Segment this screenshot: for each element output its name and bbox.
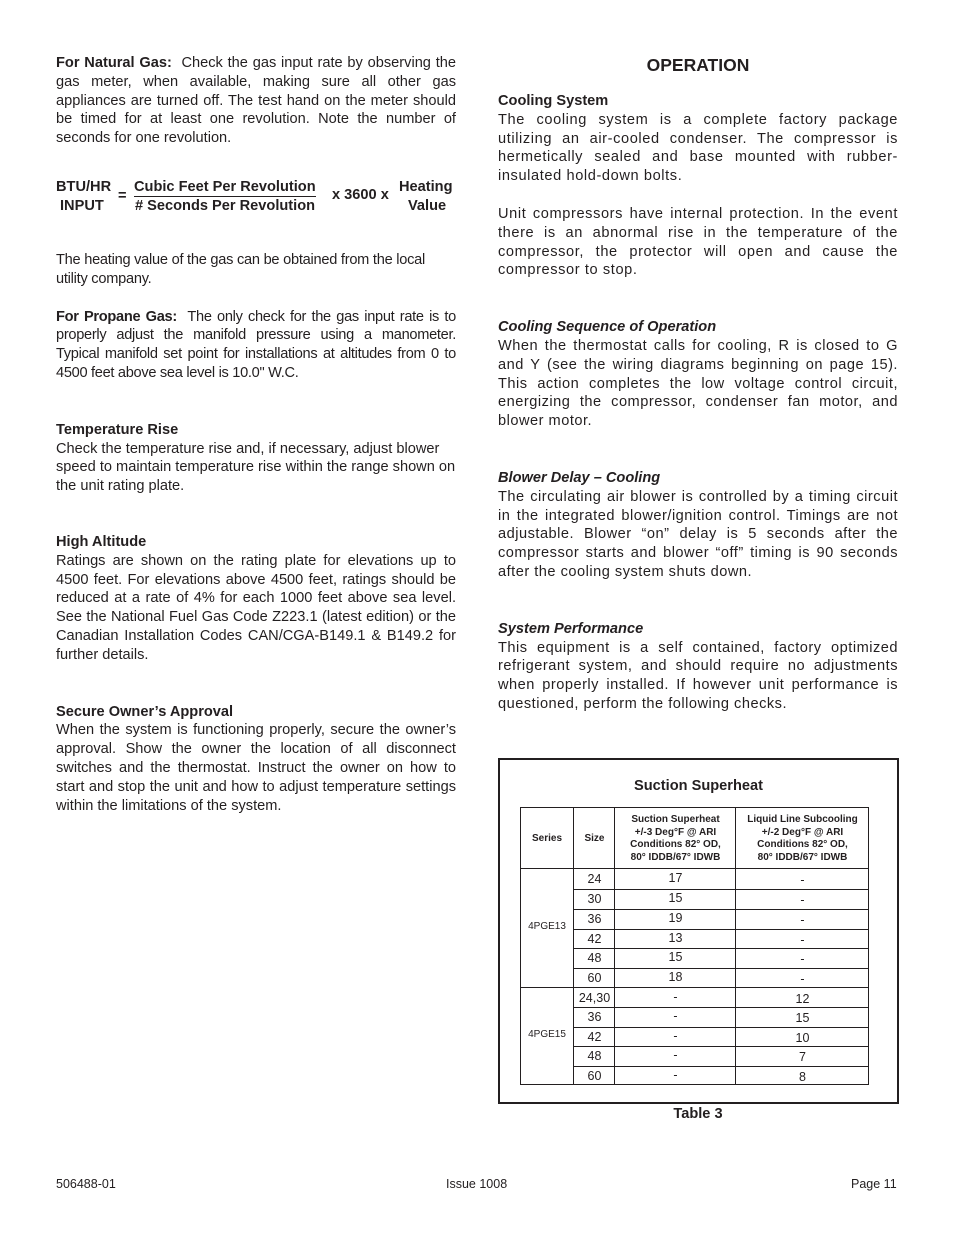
size-cell: 36 [587, 911, 602, 926]
size-cell: 24,30 [578, 991, 611, 1005]
subcooling-cell: - [800, 873, 805, 887]
formula-denominator: # Seconds Per Revolution [135, 198, 316, 214]
header-subcooling-line: +/-2 Deg°F @ ARI [761, 826, 844, 838]
header-superheat-line: 80° IDDB/67° IDWB [630, 851, 721, 863]
subcooling-cell: - [800, 912, 805, 927]
size-cell: 48 [587, 951, 602, 966]
superheat-cell: 19 [668, 910, 683, 925]
left-column-lower [56, 251, 456, 815]
high-altitude-heading: High Altitude [56, 533, 147, 550]
superheat-cell: - [673, 1048, 678, 1063]
btu-formula [56, 178, 456, 218]
compressor-text: Unit compressors have internal protection. In the event there is an abnormal rise in the temperature of the compressor, the protector will open and cause the compressor to stop. [498, 205, 898, 279]
header-superheat-line: Conditions 82° OD, [630, 839, 721, 850]
header-subcooling-line: 80° IDDB/67° IDWB [757, 851, 848, 863]
cooling-sequence-heading: Cooling Sequence of Operation [498, 319, 717, 336]
superheat-cell: 18 [668, 970, 683, 985]
superheat-cell: - [673, 1028, 678, 1043]
formula-heating: Heating [399, 179, 453, 195]
natural-gas-lead: For Natural Gas: [56, 55, 172, 71]
header-size: Size [584, 833, 605, 844]
suction-superheat-table [498, 758, 899, 1104]
natural-gas-text: Check the gas input rate by observing the gas meter, when available, making sure all other gas appliances are turned off. The test hand on the meter should be timed for at least one revolution. Note the number of seconds for one revolution. [56, 55, 457, 147]
system-performance-heading: System Performance [498, 620, 644, 637]
owner-approval-text: When the system is functioning properly, secure the owner’s approval. Show the owner the location of all disconnect switches and the thermostat. Instruct the owner on how to start and stop the unit and how to adjust temperature settings within the limitations of the system. [56, 722, 456, 814]
system-performance-text: This equipment is a self contained, factory optimized refrigerant system, and should require no adjustments when properly installed. If however unit performance is questioned, perform the following checks. [498, 639, 898, 712]
cooling-system-heading: Cooling System [498, 93, 609, 109]
operation-title: OPERATION [646, 55, 750, 75]
blower-delay-text: The circulating air blower is controlled by a timing circuit in the integrated blower/ignition control. Timings are not adjustable. Blower “on” delay is 5 seconds after the compressor starts and blower “off” timing is 90 seconds after the cooling system shuts down. [498, 488, 898, 580]
table-grid [520, 807, 869, 1085]
subcooling-cell: 8 [799, 1069, 806, 1084]
subcooling-cell: - [800, 952, 805, 967]
table-caption: Table 3 [673, 1106, 723, 1122]
temp-rise-text: Check the temperature rise and, if necessary, adjust blower speed to maintain temperature rise within the range shown on the unit rating plate. [56, 440, 456, 495]
superheat-cell: 15 [668, 950, 683, 965]
high-altitude-text: Ratings are shown on the rating plate for elevations up to 4500 feet. For elevations above 4500 feet, ratings should be reduced at a rate of 4% for each 1000 feet above sea level. See the National Fuel Gas Code Z223.1 (latest edition) or the Canadian Installation Codes CAN/CGA-B149.1 & B149.2 for further details. [56, 552, 456, 663]
subcooling-cell: 10 [795, 1030, 810, 1045]
propane-paragraph [56, 308, 456, 383]
footer-page: Page 11 [851, 1177, 897, 1191]
series-label: 4PGE13 [528, 920, 566, 932]
blower-delay-heading: Blower Delay – Cooling [498, 469, 661, 486]
formula-btu-hr: BTU/HR [56, 179, 112, 195]
size-cell: 60 [587, 1068, 602, 1083]
superheat-cell: 15 [668, 890, 683, 905]
heating-value-paragraph: The heating value of the gas can be obtained from the local utility company. [56, 252, 425, 287]
formula-value: Value [408, 198, 447, 214]
subcooling-cell: 12 [795, 992, 810, 1006]
subcooling-cell: - [800, 932, 805, 947]
natural-gas-paragraph [56, 54, 456, 148]
series-label: 4PGE15 [528, 1028, 566, 1040]
subcooling-cell: 7 [799, 1050, 806, 1065]
size-cell: 60 [587, 971, 602, 986]
header-superheat-line: +/-3 Deg°F @ ARI [634, 826, 717, 838]
header-liquid-subcooling [736, 814, 869, 864]
formula-input: INPUT [60, 198, 104, 214]
left-column [56, 54, 456, 148]
subcooling-cell: - [800, 972, 805, 987]
table-title: Suction Superheat [634, 778, 763, 794]
header-series: Series [531, 833, 563, 844]
subcooling-cell: 15 [795, 1011, 810, 1026]
propane-lead: For Propane Gas: [56, 308, 177, 325]
subcooling-cell: - [800, 892, 805, 907]
size-cell: 24 [587, 872, 602, 886]
size-cell: 48 [587, 1049, 602, 1064]
size-cell: 30 [587, 891, 602, 906]
propane-text: The only check for the gas input rate is to properly adjust the manifold pressure using a manometer. Typical manifold set point for installations at altitudes from 0 to 4500 feet above sea level is 10.0" W.C. [56, 308, 456, 381]
right-column [498, 92, 898, 714]
header-superheat-line: Suction Superheat [631, 814, 720, 825]
temp-rise-heading: Temperature Rise [56, 421, 179, 438]
cooling-system-text: The cooling system is a complete factory package utilizing an air-cooled condenser. The compressor is hermetically sealed and base mounted with rubber-insulated hold-down bolts. [498, 111, 898, 185]
header-subcooling-line: Conditions 82° OD, [757, 839, 848, 850]
cooling-sequence-text: When the thermostat calls for cooling, R is closed to G and Y (see the wiring diagrams beginning on page 15). This action completes the low voltage control circuit, energizing the compressor, condenser fan motor, and blower motor. [498, 337, 898, 430]
superheat-cell: 13 [668, 930, 683, 945]
superheat-cell: - [673, 1009, 678, 1024]
footer-issue: Issue 1008 [446, 1177, 508, 1191]
header-subcooling-line: Liquid Line Subcooling [747, 814, 858, 825]
formula-numerator: Cubic Feet Per Revolution [134, 179, 316, 195]
size-cell: 42 [587, 1029, 602, 1044]
header-suction-superheat [615, 814, 736, 864]
formula-equals: = [118, 188, 127, 204]
superheat-cell: - [673, 1067, 678, 1082]
superheat-cell: - [673, 990, 678, 1004]
size-cell: 36 [587, 1010, 602, 1025]
formula-times: x 3600 x [332, 187, 389, 203]
size-cell: 42 [587, 931, 602, 946]
owner-approval-heading: Secure Owner’s Approval [56, 703, 234, 720]
footer-doc-number: 506488-01 [56, 1177, 116, 1191]
superheat-cell: 17 [668, 871, 683, 885]
